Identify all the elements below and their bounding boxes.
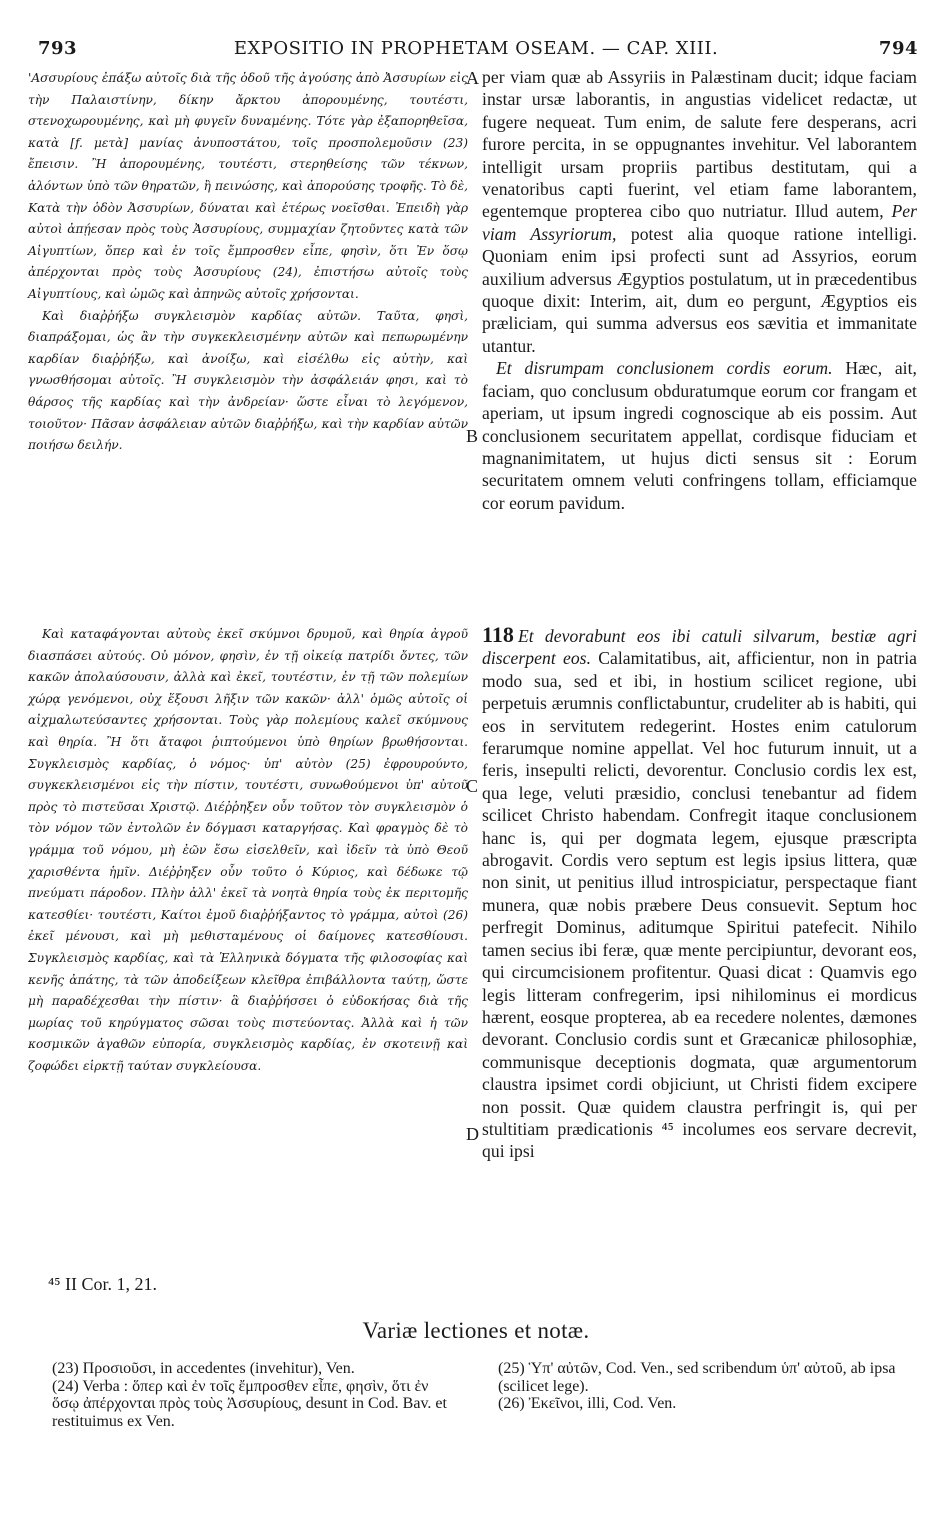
section-number: 118: [482, 622, 514, 647]
latin-paragraph-3: [482, 624, 917, 1163]
greek-column: [28, 68, 468, 457]
greek-column-lower: [28, 624, 468, 1077]
latin-text-2: Hæc, ait, faciam, quo conclusum obduratumque eorum cor frangam et aperiam, ut ipsum ingredi cognoscique ab eis possim. Aut conclusionem securitatem appellat, cordisque fiduciam et magnanimitatem, ut hujus dicti sensus sit : Eorum securitatem omnem veluti confringens tollam, efficiamque cor eorum pavidum.: [482, 358, 918, 513]
greek-paragraph-3: Καὶ καταφάγονται αὐτοὺς ἐκεῖ σκύμνοι δρυμοῦ, καὶ θηρία ἀγροῦ διασπάσει αὐτούς. Οὐ μόνον, φησὶν, ἐν τῇ οἰκείᾳ πατρίδι ὄντες, τῶν κακῶν ἀπολαύσουσιν, ἀλλὰ καὶ ἐκεῖ, τουτέστιν, ἐν τῇ τῶν πολεμίων χώρᾳ γενόμενοι, οὐχ ἕξουσι λῆξιν τῶν κακῶν· ἀλλ' ὁμῶς αὐτοῖς οἱ αἰχμαλωτεύσαντες χρήσονται. Τοὺς γὰρ πολεμίους καλεῖ σκύμνους καὶ θηρία. Ἢ ὅτι ἄταφοι ῥιπτούμενοι ὑπὸ θηρίων βρωθήσονται. Συγκλεισμὸς καρδίας, ὁ νόμος· ὑπ' αὐτὸν (25) ἐφρουρούντο, συγκεκλεισμένοι εἰς τὴν πίστιν, τουτέστι, συνωθούμενοι ὑπ' αὐτοῦ πρὸς τὸ πιστεῦσαι Χριστῷ. Διέῤῥηξεν οὖν τοῦτον τὸν συγκλεισμὸν ὁ τὸν νόμον τῶν ἐντολῶν ἐν δόγμασι καταργήσας. Καὶ φραγμὸς δὲ τὸ γράμμα τοῦ νόμου, μὴ ἐῶν ἔσω εἰσελθεῖν, καὶ ἰδεῖν τὰ ὑπὸ Θεοῦ χαρισθέντα ἡμῖν. Διέῤῥηξεν οὖν τοῦτο ὁ Κύριος, καὶ δέδωκε τῷ πνεύματι πάροδον. Πλὴν ἀλλ' ἐκεῖ τὰ νοητὰ θηρία τοὺς ἐκ περιτομῆς κατεσθίει· τουτέστι, Καίτοι ἐμοῦ διαῤῥήξαντος τὸ γράμμα, αὐτοὶ (26) ἐκεῖ μένουσι, καὶ μὴ μεθισταμένους οἱ δαίμονες κατεσθίουσι. Συγκλεισμὸς καρδίας, καὶ τὰ Ἑλληνικὰ δόγματα τῆς φιλοσοφίας καὶ κενῆς ἀπάτης, τὰ τῶν ἀποδείξεων κλεῖθρα ἐπιβάλλοντα ταύτῃ, ὥστε μὴ παραδέχεσθαι τὴν πίστιν· ἃ διαῤῥήσσει ὁ εὐδοκήσας διὰ τῆς μωρίας τοῦ κηρύγματος σῶσαι τοὺς πιστεύοντας. Ἀλλὰ καὶ ἡ τῶν κοσμικῶν ἀγαθῶν εὐπορία, συγκλεισμὸς καρδίας, ἐν σκοτεινῇ καὶ ζοφώδει εἱρκτῇ ταύταν συγκλείουσα.: [28, 627, 468, 1073]
running-title: EXPOSITIO IN PROPHETAM OSEAM. — CAP. XIII.: [233, 38, 719, 59]
latin-italic-2: Et disrumpam conclusionem cordis eorum.: [496, 358, 833, 379]
greek-paragraph-1: 'Ασσυρίους ἐπάξω αὐτοῖς διὰ τῆς ὁδοῦ τῆς ἀγούσης ἀπὸ Ἀσσυρίων εἰς τὴν Παλαιστίνην, δίκην ἄρκτου ἀπορουμένης, τουτέστι, στενοχωρουμένης, καὶ μὴ φυγεῖν δυναμένης. Τότε γὰρ ἐξαπορηθεῖσα, κατὰ [f. μετὰ] μανίας ἀνυποστάτου, τοῖς προσπολεμοῦσιν (23) ἔπεισιν. Ἢ ἀπορουμένης, τουτέστι, στερηθείσης τῶν τέκνων, ἁλόντων ὑπὸ τῶν θηρατῶν, ἢ πεινώσης, καὶ ἀπορούσης τροφῆς. Τὸ δὲ, Κατὰ τὴν ὁδὸν Ἀσσυρίων, δύναται καὶ ἑτέρως νοεῖσθαι. Ἐπειδὴ γὰρ αὐτοὶ ἀπῄεσαν πρὸς τοὺς Ἀσσυρίους, συμμαχίαν ζητοῦντες κατὰ τῶν Αἰγυπτίων, ὅπερ καὶ ἐν τοῖς ἔμπροσθεν εἶπε, φησὶν, ὅτι Ἐν ὅσῳ ἀπέρχονται πρὸς τοὺς Ἀσσυρίους (24), ἐπιστήσω αὐτοῖς τοὺς Αἰγυπτίους, καὶ ὠμῶς καὶ ἀπηνῶς αὐτοῖς χρήσονται.: [28, 71, 468, 301]
margin-letter-c: C: [466, 776, 479, 796]
latin-text-3: Calamitatibus, ait, afficientur, non in patria modo sua, sed et ibi, in hostium scilicet regione, ubi perpetuis ærumnis conflictabuntur, crudeliter ab is habiti, qui eos in servitutem redegerint. Hostes enim catulorum ferarumque nomine appellat. Vel hoc futurum innuit, ut a feris, insepulti relicti, devorentur. Conclusio cordis lex est, qua lege, veluti præsidio, conclusi tenebantur ad fidem scilicet Christo habendam. Confregit itaque conclusionem hanc is, qui per dogmata legem, ejusque præscripta abrogavit. Cordis vero septum est legis ipsius littera, quæ non sinit, ut penitius illud introspiciatur, perspectaque fiant munera, quæ nobis præbere Deus consuevit. Septum hoc perfregit Dominus, aditumque Spiritui patefecit. Nihilo tamen secius ibi feræ, quæ mente percipiuntur, devorant eos, qui circumcisionem profitentur. Quasi dicat : Quamvis ego legis litteram confregerim, ipsi nihilominus ei mordicus hærent, eosque propterea, ab ea recedere nolentes, dæmones devorant. Conclusio cordis sunt et Græcanicæ philosophiæ, communisque deceptionis dogmata, quæ argumentorum claustra ipsimet cordi objiciunt, ut Christi fidem excipere non possit. Quæ quidem claustra perfringit is, qui per stultitiam prædicationis ⁴⁵ incolumes eos servare decrevit, qui ipsi: [482, 648, 917, 1162]
latin-column-lower: [482, 624, 917, 1163]
latin-paragraph-2: [482, 357, 917, 514]
latin-column: [482, 66, 917, 514]
footnote: ⁴⁵ II Cor. 1, 21.: [48, 1274, 158, 1294]
variant-note-25: (25) Ὑπ' αὐτῶν, Cod. Ven., sed scribendum ὑπ' αὐτοῦ, ab ipsa (scilicet lege).: [498, 1360, 896, 1395]
running-header: [0, 38, 952, 62]
variae-notes-left: [52, 1360, 452, 1430]
latin-text-1a: per viam quæ ab Assyriis in Palæstinam ducit; idque faciam instar ursæ laborantis, in angustias videlicet redactæ, ut fugere nequeat. Tum enim, de salute fere desperans, acri furore percita, in se oppugnantes invehitur. Vel laborantem intelligit ursam propriis partibus destitutam, qui a venatoribus capti fuerint, vel etiam fame laborantem, egentemque propterea cibo quo nutriatur. Illud autem,: [482, 67, 917, 222]
greek-paragraph-2: Καὶ διαῤῥήξω συγκλεισμὸν καρδίας αὐτῶν. Ταῦτα, φησὶ, διαπράξομαι, ὡς ἂν τὴν συγκεκλεισμένην αὐτῶν καὶ πεπωρωμένην καρδίαν διαῤῥήξω, καὶ ἀνοίξω, καὶ εἰσέλθω εἰς αὐτὴν, καὶ γνωσθήσομαι αὐτοῖς. Ἢ συγκλεισμὸν τὴν ἀσφάλειάν φησι, καὶ τὸ θάρσος τῆς καρδίας καὶ τὴν ἀνδρείαν· ὥστε εἶναι τὸ λεγόμενον, τοιοῦτον· Πᾶσαν ἀσφάλειαν αὐτῶν διαῤῥήξω, καὶ τὴν καρδίαν αὐτῶν ποιήσω δειλήν.: [28, 308, 468, 453]
variant-note-24: (24) Verba : ὅπερ καὶ ἐν τοῖς ἔμπροσθεν εἶπε, φησὶν, ὅτι ἐν ὅσῳ ἀπέρχονται πρὸς τοὺς Ἀσσυρίους, desunt in Cod. Bav. et restituimus ex Ven.: [52, 1377, 447, 1430]
margin-letter-b: B: [466, 426, 479, 446]
variant-note-23: (23) Προσιοῦσι, in accedentes (invehitur), Ven.: [52, 1360, 355, 1377]
margin-letter-d: D: [466, 1124, 479, 1144]
latin-italic-3: Et devorabunt eos ibi catuli silvarum, bestiæ agri discerpent eos.: [482, 626, 917, 669]
latin-italic-1: Per viam Assyriorum,: [482, 201, 917, 244]
latin-paragraph-1: [482, 66, 917, 357]
left-page-number: 793: [38, 38, 78, 59]
latin-text-1b: potest alia quoque ratione intelligi. Quoniam enim ipsi profecti sunt ad Assyrios, eorum auxilium adversus Ægyptios postulatum, ut in præcedentibus quoque dixit: Interim, ait, dum eo pergunt, Ægyptios eis præliciam, qui summa adversus eos sævitia et immanitate utantur.: [482, 223, 918, 356]
right-page-number: 794: [878, 38, 918, 59]
variae-notes-right: [498, 1360, 918, 1413]
variant-note-26: (26) Ἐκεῖνοι, illi, Cod. Ven.: [498, 1395, 677, 1412]
margin-letter-a: A: [466, 68, 479, 88]
variae-title: Variæ lectiones et notæ.: [362, 1318, 590, 1343]
